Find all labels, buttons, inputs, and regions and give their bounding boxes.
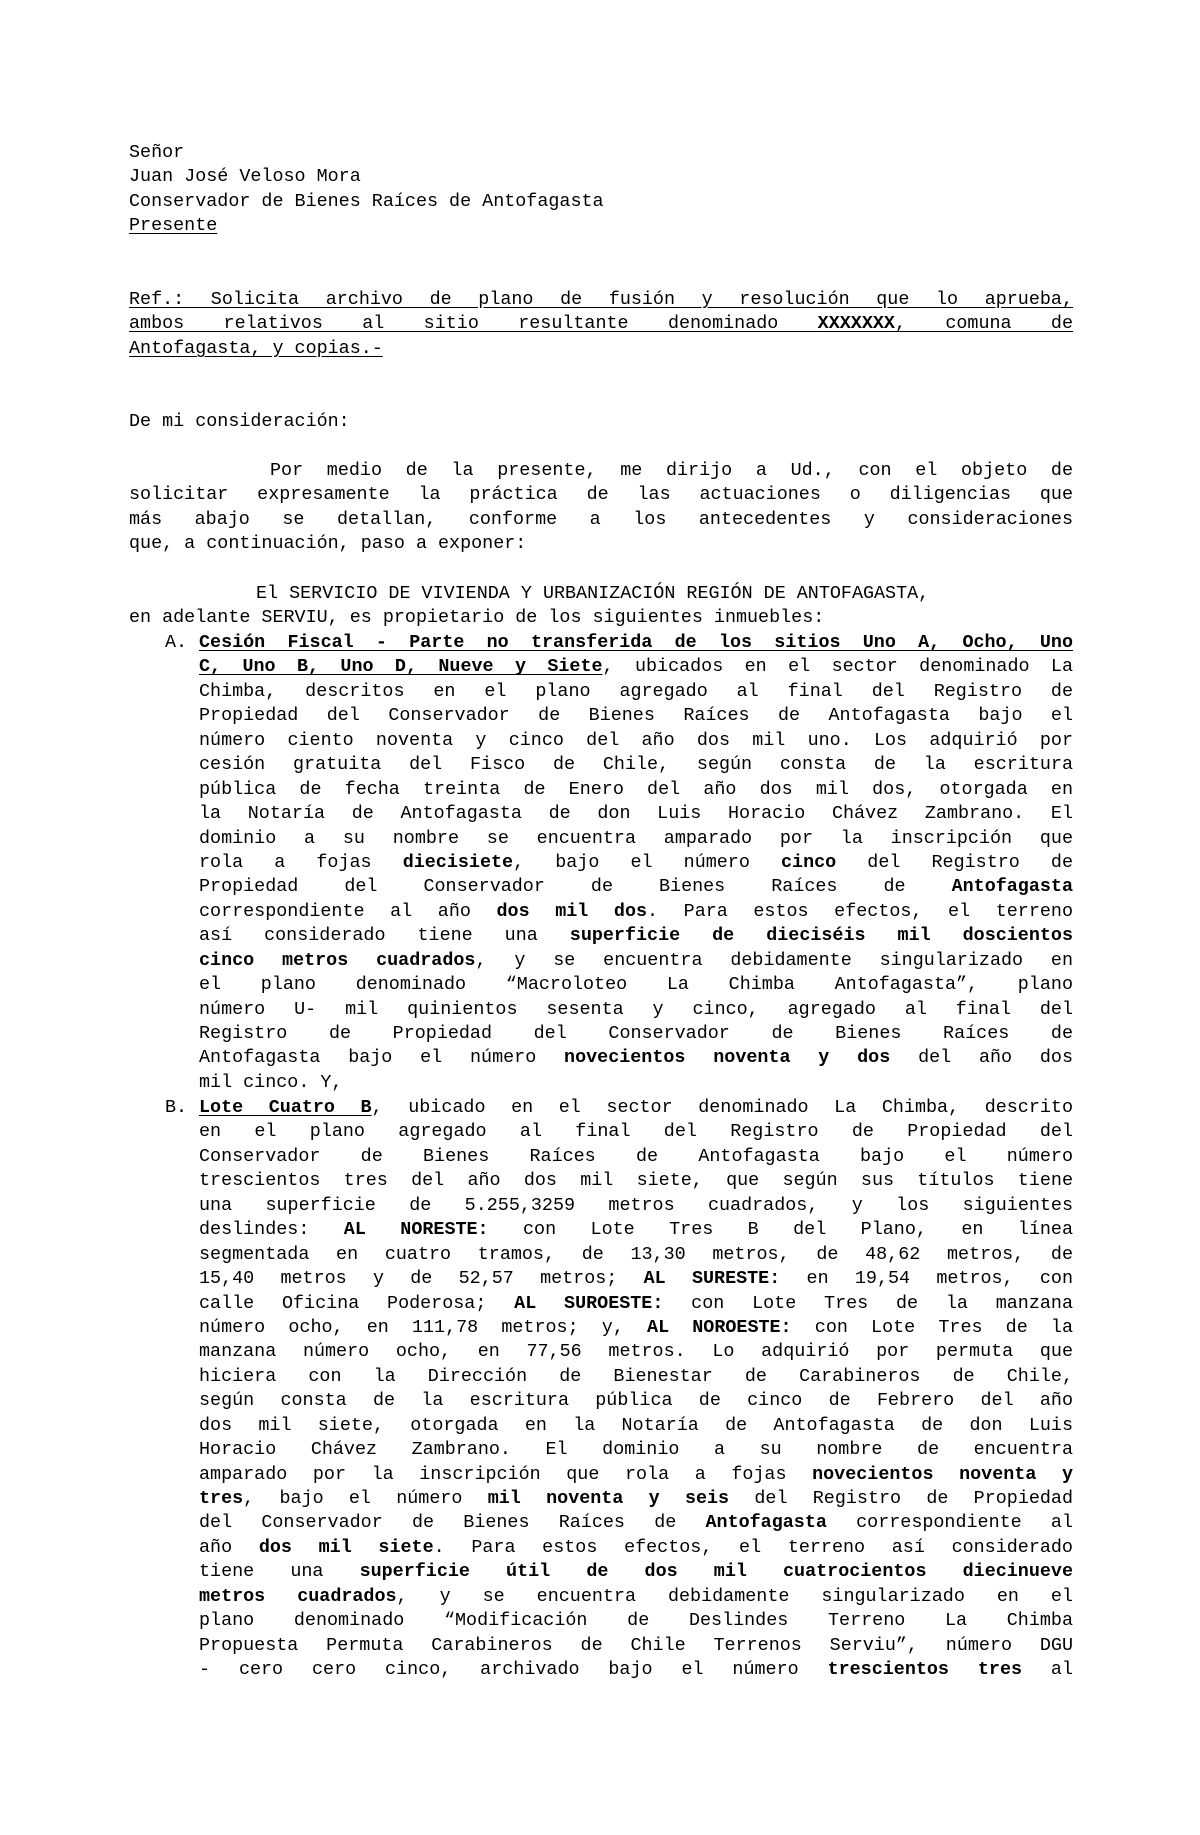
body-text: , bajo el número xyxy=(513,851,781,873)
paragraph-line xyxy=(199,1169,1073,1193)
emphasis-text: C, Uno B, Uno D, Nueve y Siete xyxy=(199,656,603,678)
paragraph-line xyxy=(199,875,1073,899)
body-text: una superficie de 5.255,3259 metros cuadrados, y los siguientes xyxy=(199,1194,1073,1216)
paragraph-line xyxy=(199,1511,1073,1535)
body-text: Propuesta Permuta Carabineros de Chile Terrenos Serviu”, número DGU xyxy=(199,1634,1073,1656)
paragraph-line xyxy=(199,1316,1073,1340)
intro-paragraph xyxy=(129,459,1073,557)
paragraph-line xyxy=(199,1022,1073,1046)
paragraph-line xyxy=(199,827,1073,851)
paragraph-line xyxy=(199,1438,1073,1462)
reference-line-2 xyxy=(129,312,1073,336)
intro-line: Por medio de la presente, me dirijo a Ud., con el objeto de xyxy=(270,460,1073,481)
emphasis-text: novecientos noventa y dos xyxy=(564,1047,891,1069)
emphasis-text: Lote Cuatro B xyxy=(199,1097,372,1118)
emphasis-text: cinco xyxy=(781,851,837,873)
emphasis-text: AL SUROESTE: xyxy=(514,1292,664,1314)
paragraph-line xyxy=(199,949,1073,973)
serviu-line: en adelante SERVIU, es propietario de los siguientes inmuebles: xyxy=(129,607,825,629)
emphasis-text: superficie de dieciséis mil doscientos xyxy=(569,925,1073,947)
emphasis-text: AL NOROESTE: xyxy=(647,1316,792,1338)
paragraph-line xyxy=(199,1046,1073,1070)
body-text: deslindes: xyxy=(199,1219,344,1241)
paragraph-line xyxy=(199,1071,1073,1095)
body-text: dominio a su nombre se encuentra amparado por la inscripción que xyxy=(199,827,1073,849)
paragraph-line xyxy=(199,900,1073,924)
paragraph-line xyxy=(199,924,1073,948)
body-text: , y se encuentra debidamente singularizado en xyxy=(475,949,1073,971)
body-text: , bajo el número xyxy=(243,1488,488,1509)
reference-block xyxy=(129,288,1073,361)
body-text: 15,40 metros y de 52,57 metros; xyxy=(199,1268,644,1290)
body-text: correspondiente al año xyxy=(199,900,497,922)
body-text: , ubicado en el sector denominado La Chimba, descrito xyxy=(371,1097,1073,1118)
item-letter: A. xyxy=(165,632,188,653)
body-text: Conservador de Bienes Raíces de Antofagasta bajo el número xyxy=(199,1145,1073,1167)
item-letter: B. xyxy=(165,1097,188,1118)
intro-line: que, a continuación, paso a exponer: xyxy=(129,533,527,555)
paragraph-line xyxy=(199,1609,1073,1633)
body-text: con Lote Tres de la xyxy=(791,1316,1073,1338)
salutation: Señor xyxy=(129,142,185,163)
serviu-line: El SERVICIO DE VIVIENDA Y URBANIZACIÓN REGIÓN DE ANTOFAGASTA, xyxy=(256,583,930,604)
paragraph-line xyxy=(199,631,1073,655)
body-text: dos mil siete, otorgada en la Notaría de Antofagasta de don Luis xyxy=(199,1414,1073,1436)
paragraph-line xyxy=(199,1560,1073,1584)
paragraph-line xyxy=(199,753,1073,777)
body-text: . Para estos efectos, el terreno xyxy=(647,900,1073,922)
paragraph-line xyxy=(199,1120,1073,1144)
body-text: - cero cero cinco, archivado bajo el número xyxy=(199,1659,828,1681)
emphasis-text: diecisiete xyxy=(402,851,514,873)
serviu-paragraph xyxy=(129,582,1073,631)
presente-label: Presente xyxy=(129,215,218,237)
body-text: Registro de Propiedad del Conservador de Bienes Raíces de xyxy=(199,1023,1073,1044)
body-text: plano denominado “Modificación de Deslindes Terreno La Chimba xyxy=(199,1610,1073,1632)
body-text: la Notaría de Antofagasta de don Luis Horacio Chávez Zambrano. El xyxy=(199,803,1073,825)
body-text: del Registro de Propiedad xyxy=(729,1488,1073,1509)
paragraph-line xyxy=(199,1145,1073,1169)
paragraph-line xyxy=(199,1634,1073,1658)
paragraph-line xyxy=(199,1658,1073,1682)
reference-line-3: Antofagasta, y copias.- xyxy=(129,337,383,359)
paragraph-line xyxy=(199,973,1073,997)
item-a-text xyxy=(199,631,1073,1095)
body-text: Horacio Chávez Zambrano. El dominio a su nombre de encuentra xyxy=(199,1439,1073,1461)
greeting xyxy=(129,410,1073,434)
body-text: amparado por la inscripción que rola a fojas xyxy=(199,1463,813,1485)
emphasis-text: dos mil dos xyxy=(496,900,648,922)
body-text: Chimba, descritos en el plano agregado al final del Registro de xyxy=(199,680,1073,702)
body-text: hiciera con la Dirección de Bienestar de Carabineros de Chile, xyxy=(199,1365,1073,1387)
paragraph-line xyxy=(199,851,1073,875)
body-text: , ubicados en el sector denominado La xyxy=(602,656,1073,678)
body-text: Propiedad del Conservador de Bienes Raíces de xyxy=(199,876,952,898)
body-text: calle Oficina Poderosa; xyxy=(199,1292,515,1314)
paragraph-line xyxy=(199,998,1073,1022)
body-text: del año dos xyxy=(890,1047,1074,1069)
body-text: trescientos tres del año dos mil siete, que según sus títulos tiene xyxy=(199,1170,1073,1192)
greeting-text: De mi consideración: xyxy=(129,411,350,432)
emphasis-text: Antofagasta xyxy=(951,876,1073,898)
paragraph-line xyxy=(199,1194,1073,1218)
paragraph-line xyxy=(199,1218,1073,1242)
addressee-name: Juan José Veloso Mora xyxy=(129,166,361,188)
reference-text: , comuna de xyxy=(894,313,1073,335)
body-text: manzana número ocho, en 77,56 metros. Lo adquirió por permuta que xyxy=(199,1341,1073,1363)
addressee-block xyxy=(129,141,1073,239)
emphasis-text: dos mil siete xyxy=(258,1536,434,1558)
body-text: pública de fecha treinta de Enero del año dos mil dos, otorgada en xyxy=(199,778,1073,800)
paragraph-line xyxy=(199,1487,1073,1511)
intro-line: solicitar expresamente la práctica de las actuaciones o diligencias que xyxy=(129,484,1073,506)
body-text: con Lote Tres B del Plano, en línea xyxy=(488,1219,1073,1241)
body-text: del Registro de xyxy=(836,851,1073,873)
reference-text: ambos relativos al sitio resultante denominado xyxy=(129,313,818,335)
paragraph-line xyxy=(199,1389,1073,1413)
paragraph-line xyxy=(199,1243,1073,1267)
emphasis-text: novecientos noventa y xyxy=(812,1463,1073,1485)
body-text: número ocho, en 111,78 metros; y, xyxy=(199,1316,648,1338)
paragraph-line xyxy=(199,1414,1073,1438)
emphasis-text: metros cuadrados xyxy=(199,1585,397,1607)
emphasis-text: Cesión Fiscal - Parte no transferida de los sitios Uno A, Ocho, Uno xyxy=(199,632,1073,653)
body-text: Antofagasta bajo el número xyxy=(199,1047,565,1069)
body-text: con Lote Tres de la manzana xyxy=(663,1292,1073,1314)
body-text: mil cinco. Y, xyxy=(199,1071,343,1093)
body-text: número ciento noventa y cinco del año dos mil uno. Los adquirió por xyxy=(199,729,1073,751)
body-text: al xyxy=(1022,1659,1073,1681)
reference-site-name: XXXXXXX xyxy=(817,313,895,335)
paragraph-line xyxy=(199,655,1073,679)
paragraph-line xyxy=(199,1585,1073,1609)
body-text: tiene una xyxy=(199,1561,360,1583)
paragraph-line xyxy=(199,704,1073,728)
body-text: así considerado tiene una xyxy=(199,925,570,947)
item-b-text xyxy=(199,1096,1073,1683)
intro-line: más abajo se detallan, conforme a los antecedentes y consideraciones xyxy=(129,508,1073,530)
emphasis-text: superficie útil de dos mil cuatrocientos diecinueve xyxy=(359,1561,1073,1583)
paragraph-line xyxy=(199,1365,1073,1389)
paragraph-line xyxy=(199,729,1073,753)
body-text: según consta de la escritura pública de cinco de Febrero del año xyxy=(199,1390,1073,1412)
paragraph-line xyxy=(199,802,1073,826)
body-text: rola a fojas xyxy=(199,851,403,873)
body-text: Propiedad del Conservador de Bienes Raíces de Antofagasta bajo el xyxy=(199,705,1073,727)
emphasis-text: cinco metros cuadrados xyxy=(199,949,476,971)
body-text: segmentada en cuatro tramos, de 13,30 metros, de 48,62 metros, de xyxy=(199,1243,1073,1265)
body-text: en 19,54 metros, con xyxy=(780,1268,1073,1290)
emphasis-text: trescientos tres xyxy=(827,1659,1023,1681)
body-text: año xyxy=(199,1536,259,1558)
body-text: . Para estos efectos, el terreno así considerado xyxy=(433,1536,1073,1558)
reference-line-1: Ref.: Solicita archivo de plano de fusión y resolución que lo aprueba, xyxy=(129,289,1073,310)
emphasis-text: AL NORESTE: xyxy=(343,1219,489,1241)
body-text: , y se encuentra debidamente singularizado en el xyxy=(396,1585,1073,1607)
paragraph-line xyxy=(199,1536,1073,1560)
paragraph-line xyxy=(199,1340,1073,1364)
body-text: en el plano agregado al final del Registro de Propiedad del xyxy=(199,1121,1073,1143)
paragraph-line xyxy=(199,1463,1073,1487)
paragraph-line xyxy=(199,1267,1073,1291)
paragraph-line xyxy=(199,1096,1073,1120)
body-text: número U- mil quinientos sesenta y cinco, agregado al final del xyxy=(199,998,1073,1020)
emphasis-text: AL SURESTE: xyxy=(643,1268,781,1290)
paragraph-line xyxy=(199,778,1073,802)
addressee-role: Conservador de Bienes Raíces de Antofagasta xyxy=(129,190,604,212)
body-text: del Conservador de Bienes Raíces de xyxy=(199,1512,706,1534)
emphasis-text: tres xyxy=(199,1488,244,1509)
body-text: correspondiente al xyxy=(826,1512,1073,1534)
emphasis-text: Antofagasta xyxy=(705,1512,827,1534)
paragraph-line xyxy=(199,1292,1073,1316)
body-text: cesión gratuita del Fisco de Chile, según consta de la escritura xyxy=(199,754,1073,776)
paragraph-line xyxy=(199,680,1073,704)
body-text: el plano denominado “Macroloteo La Chimba Antofagasta”, plano xyxy=(199,974,1073,996)
emphasis-text: mil noventa y seis xyxy=(487,1488,730,1509)
